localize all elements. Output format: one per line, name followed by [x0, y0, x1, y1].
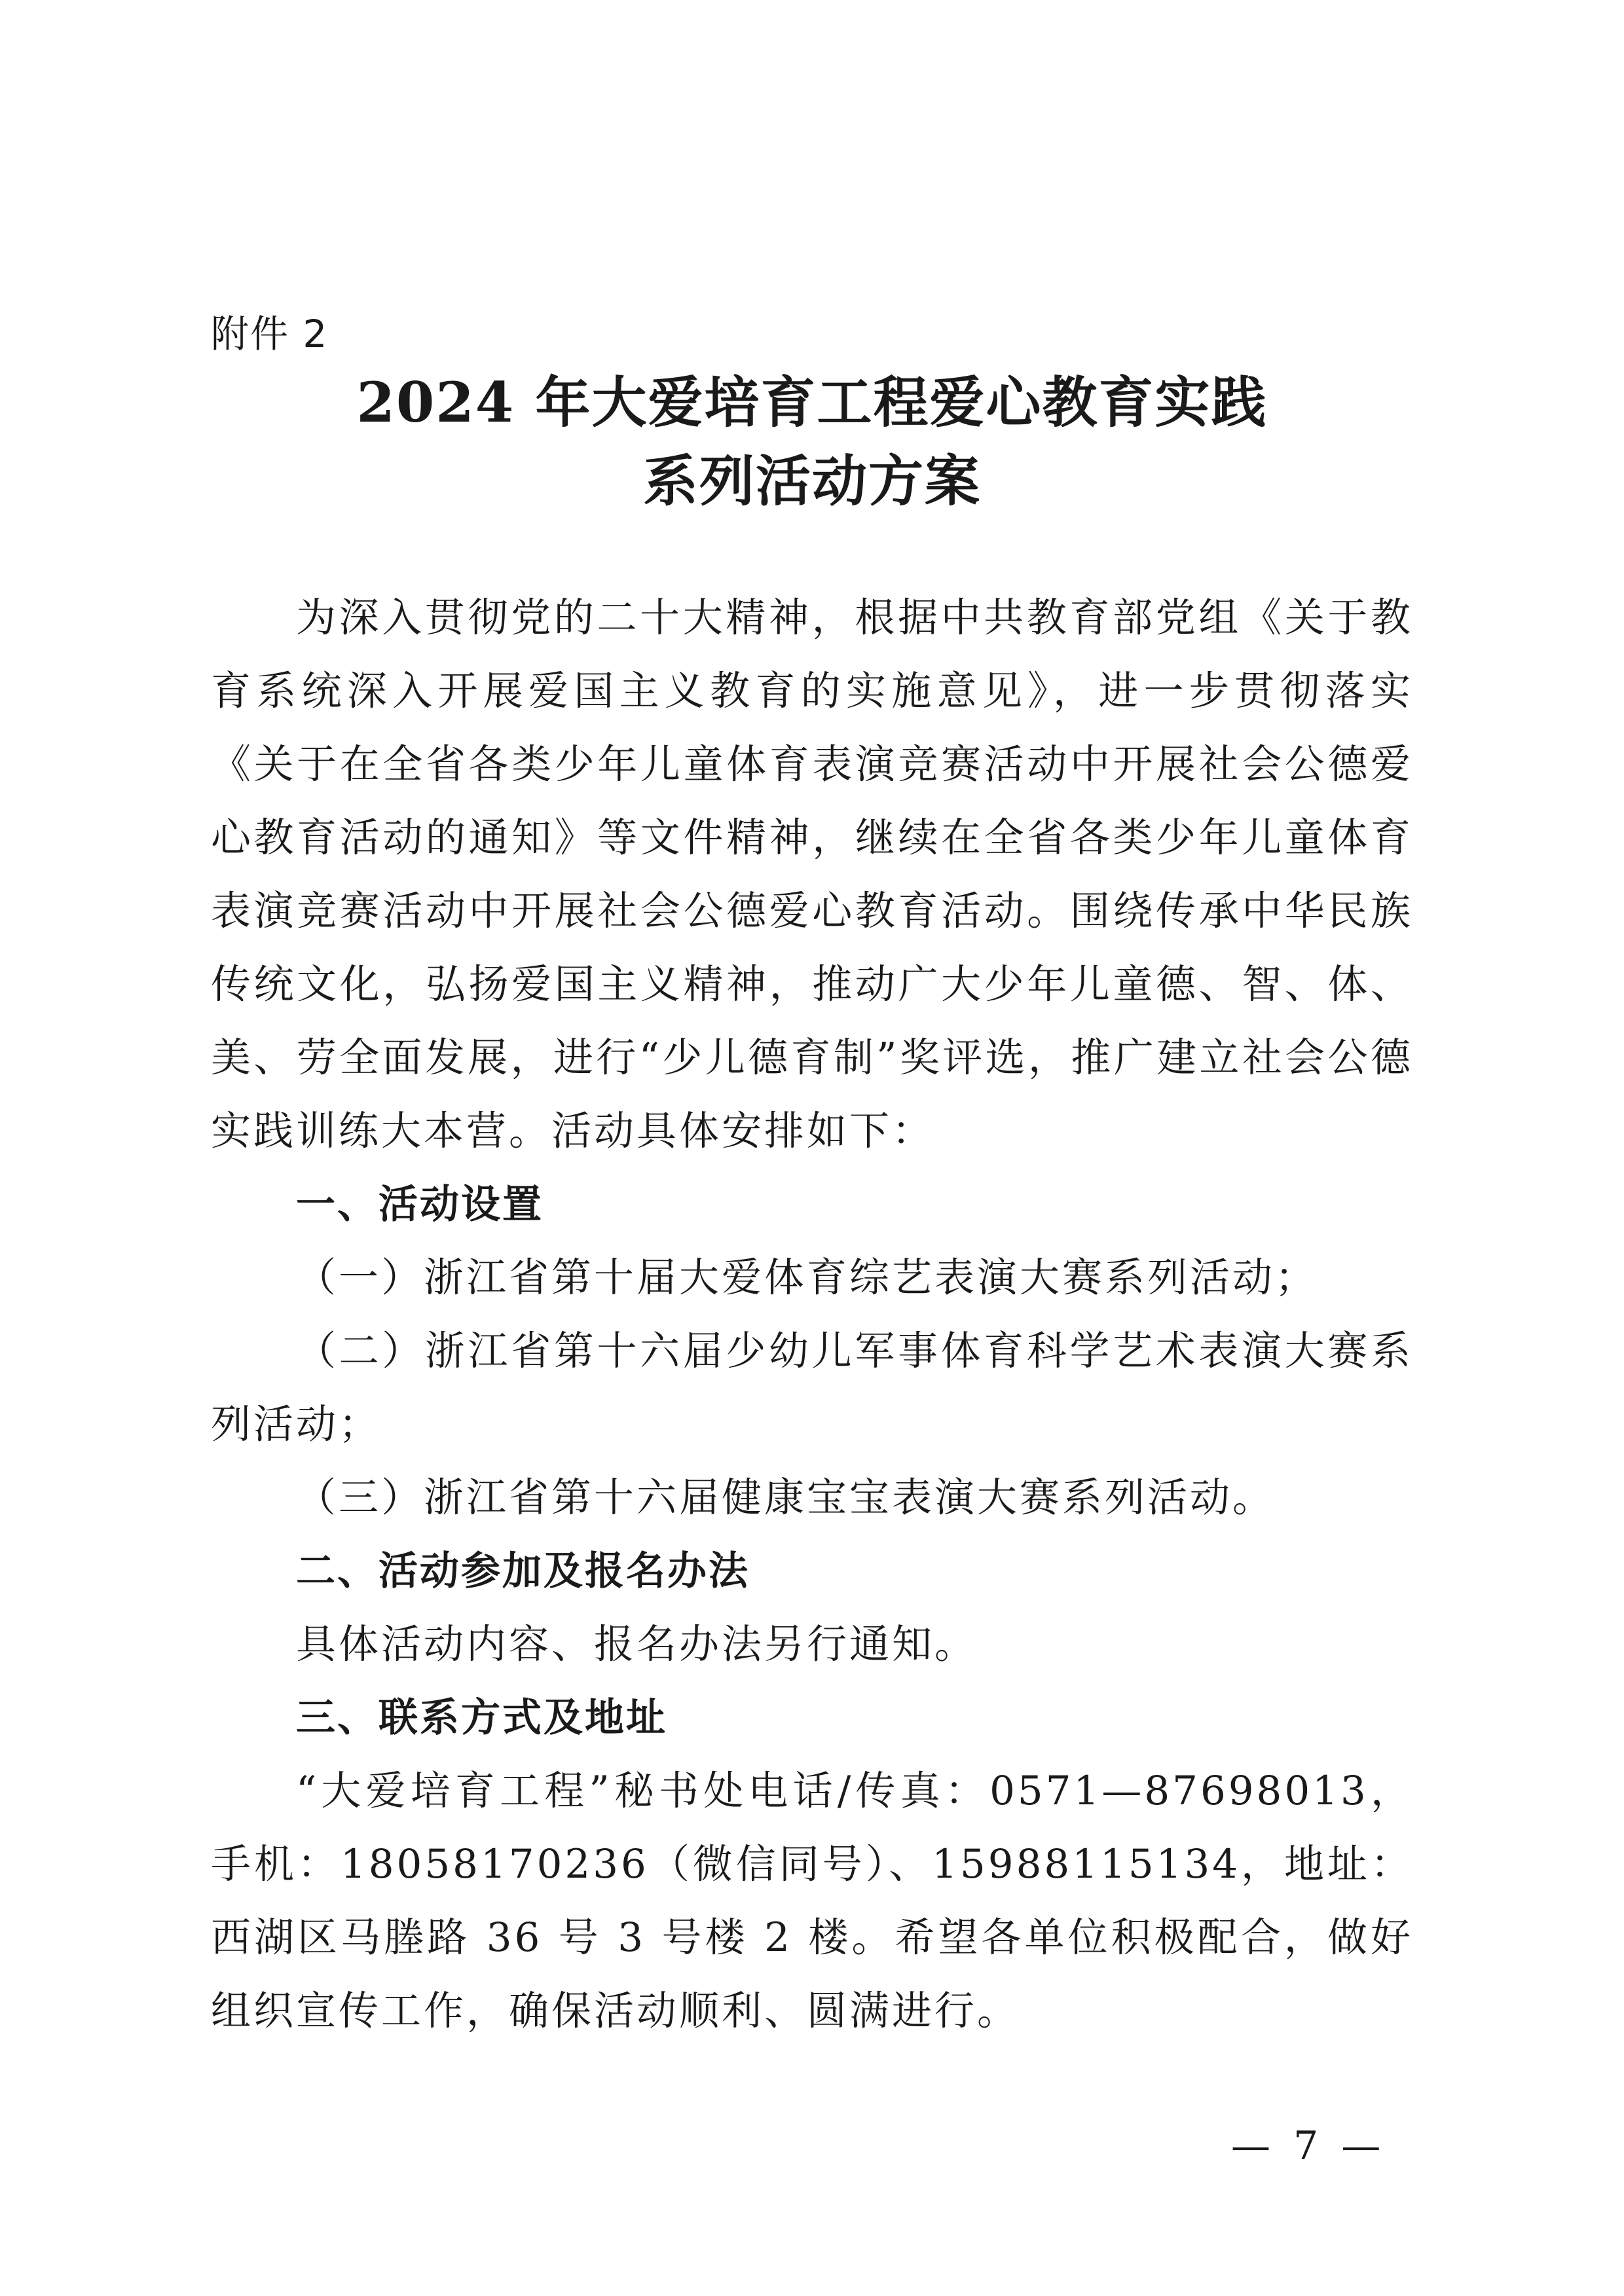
attachment-label: 附件 2 — [211, 312, 329, 356]
section-1-item-2: （二）浙江省第十六届少幼儿军事体育科学艺术表演大赛系列活动； — [211, 1328, 1413, 1448]
section-1-item-1: （一）浙江省第十届大爱体育综艺表演大赛系列活动； — [296, 1254, 1318, 1301]
document-title-line-1: 2024 年大爱培育工程爱心教育实践 — [356, 370, 1268, 435]
section-3-heading: 三、联系方式及地址 — [296, 1695, 667, 1741]
document-title-line-2: 系列活动方案 — [642, 448, 981, 513]
section-2-heading: 二、活动参加及报名办法 — [296, 1548, 750, 1594]
section-3-text: “大爱培育工程”秘书处电话/传真：0571—87698013，手机：18058170236（微信同号）、15988115134，地址：西湖区马塍路 36 号 3 号楼 2 楼。希望各单位积极配合，做好组织宣传工作，确保活动顺利、圆满进行。 — [211, 1768, 1413, 2034]
page-number: — 7 — — [1231, 2123, 1386, 2169]
section-2-text: 具体活动内容、报名办法另行通知。 — [296, 1621, 978, 1667]
intro-paragraph: 为深入贯彻党的二十大精神，根据中共教育部党组《关于教育系统深入开展爱国主义教育的实施意见》，进一步贯彻落实《关于在全省各类少年儿童体育表演竞赛活动中开展社会公德爱心教育活动的通知》等文件精神，继续在全省各类少年儿童体育表演竞赛活动中开展社会公德爱心教育活动。围绕传承中华民族传统文化，弘扬爱国主义精神，推动广大少年儿童德、智、体、美、劳全面发展，进行“少儿德育制”奖评选，推广建立社会公德实践训练大本营。活动具体安排如下： — [211, 594, 1413, 1154]
section-1-heading: 一、活动设置 — [296, 1182, 544, 1228]
section-1-item-3: （三）浙江省第十六届健康宝宝表演大赛系列活动。 — [296, 1474, 1276, 1521]
